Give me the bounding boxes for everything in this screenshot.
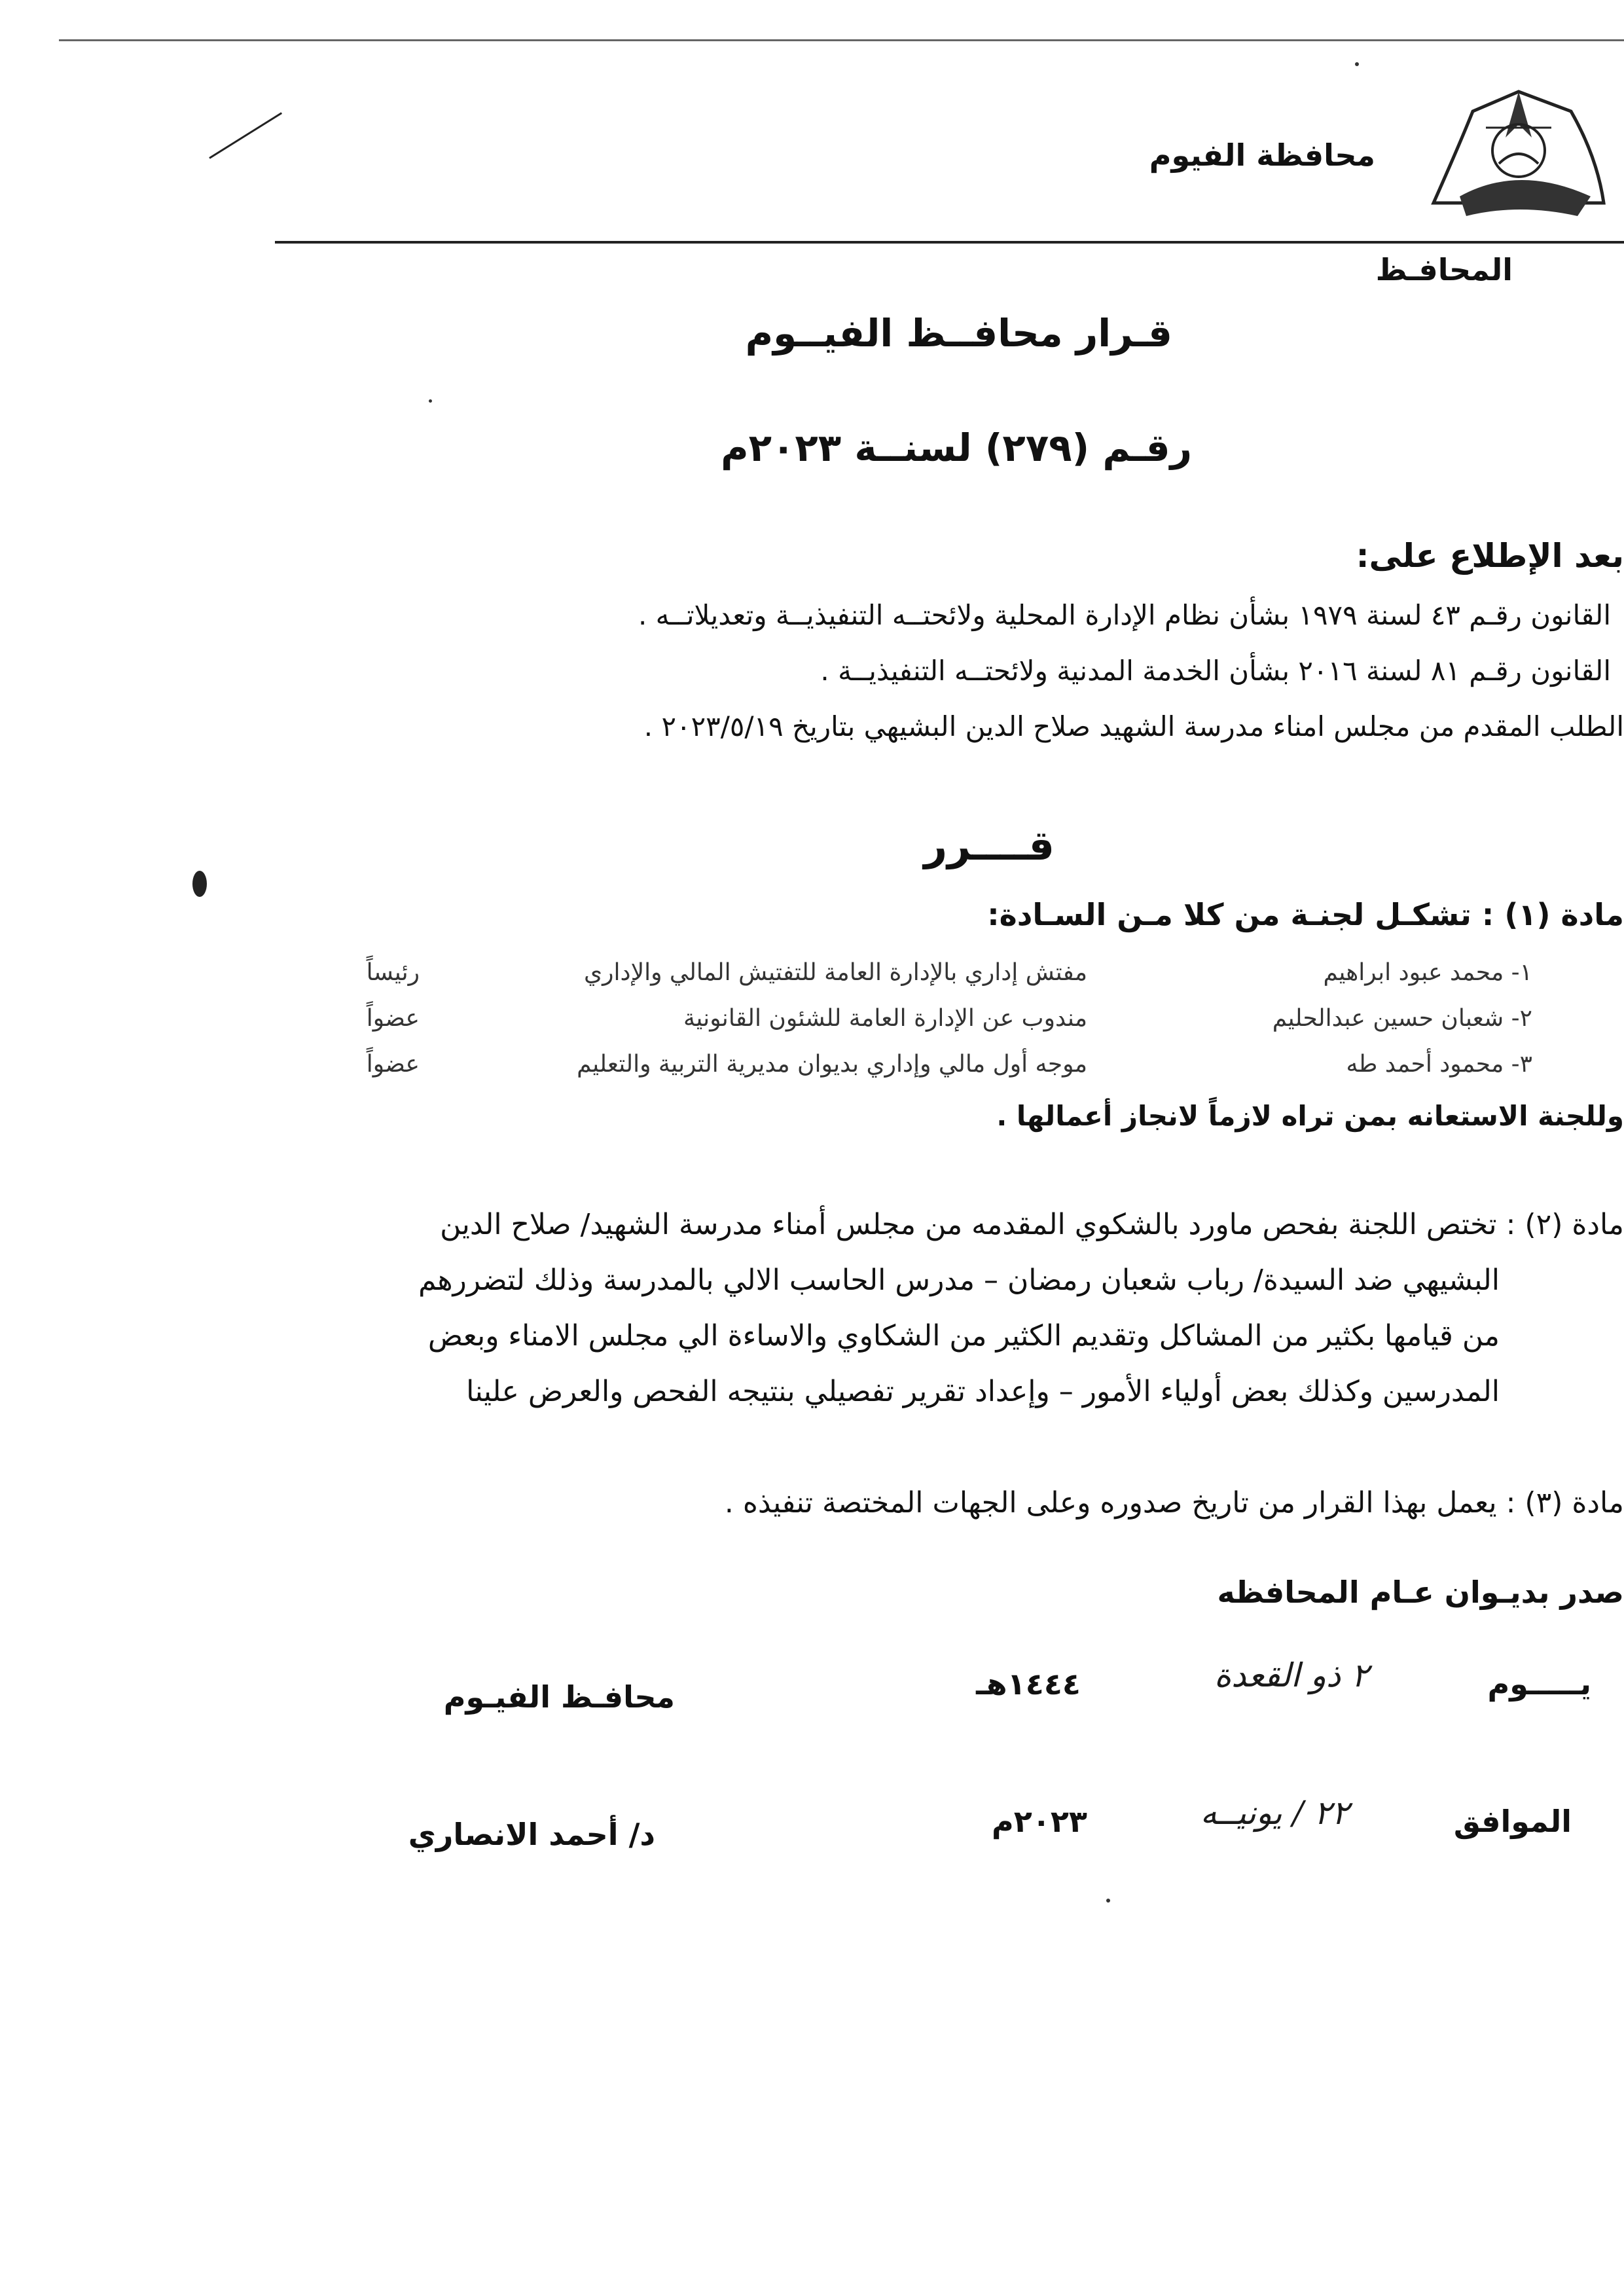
decided-heading: قــــرر xyxy=(924,822,1055,869)
decree-number: رقـم (٢٧٩) لسنــة ٢٠٢٣م xyxy=(721,426,1192,470)
member-role: موجه أول مالي وإداري بديوان مديرية التربية والتعليم xyxy=(577,1051,1087,1078)
signature-title: محافـظ الفيـوم xyxy=(443,1679,675,1715)
scan-stroke-mark xyxy=(209,112,282,158)
member-role: مفتش إداري بالإدارة العامة للتفتيش المالي والإداري xyxy=(583,959,1087,986)
scan-speck xyxy=(1106,1899,1110,1903)
hijri-handwritten-date: ٢ ذو القعدة xyxy=(1214,1656,1369,1694)
hijri-year: ١٤٤٤هـ xyxy=(976,1666,1081,1702)
preamble-item: القانون رقـم ٨١ لسنة ٢٠١٦ بشأن الخدمة المدنية ولائحتــه التنفيذيــة . xyxy=(820,655,1611,687)
article-2-line: البشيهي ضد السيدة/ رباب شعبان رمضان – مدرس الحاسب الالي بالمدرسة وذلك لتضررهم xyxy=(418,1264,1500,1297)
scan-top-border xyxy=(59,39,1624,41)
decree-title: قـرار محافــظ الفيــوم xyxy=(745,311,1172,355)
logo-emblem-icon xyxy=(1420,65,1617,229)
committee-note: وللجنة الاستعانه بمن تراه لازماً لانجاز أعمالها . xyxy=(996,1100,1624,1132)
governorate-name: محافظة الفيوم xyxy=(1149,137,1375,173)
preamble-item: القانون رقـم ٤٣ لسنة ١٩٧٩ بشأن نظام الإدارة المحلية ولائحتــه التنفيذيــة وتعديلاتــه . xyxy=(638,599,1611,631)
greg-handwritten-date: ٢٢ / يونيــه xyxy=(1200,1794,1349,1832)
member-name: ١- محمد عبود ابراهيم xyxy=(1323,959,1532,986)
governorate-logo xyxy=(1420,65,1617,229)
preamble-item: الطلب المقدم من مجلس امناء مدرسة الشهيد صلاح الدين البشيهي بتاريخ ٢٠٢٣/٥/١٩ . xyxy=(643,710,1624,742)
article-2-line: مادة (٢) : تختص اللجنة بفحص ماورد بالشكوي المقدمه من مجلس أمناء مدرسة الشهيد/ صلاح الدين xyxy=(440,1208,1624,1241)
signature-name: د/ أحمد الانصاري xyxy=(408,1817,655,1852)
scan-dot-mark xyxy=(192,871,207,897)
issued-at: صدر بديـوان عـام المحافظه xyxy=(1217,1575,1624,1610)
article-2-line: من قيامها بكثير من المشاكل وتقديم الكثير من الشكاوي والاساءة الي مجلس الامناء وبعض xyxy=(427,1319,1500,1353)
member-name: ٢- شعبان حسين عبدالحليم xyxy=(1272,1005,1532,1032)
member-position: عضواً xyxy=(366,1005,420,1032)
preamble-heading: بعد الإطلاع على: xyxy=(1356,537,1624,575)
office-title: المحافـظ xyxy=(1375,252,1513,287)
article-2-line: المدرسين وكذلك بعض أولياء الأمور – وإعداد تقرير تفصيلي بنتيجه الفحص والعرض علينا xyxy=(466,1375,1500,1408)
member-role: مندوب عن الإدارة العامة للشئون القانونية xyxy=(683,1005,1087,1032)
header-rule xyxy=(275,241,1624,244)
member-name: ٣- محمود أحمد طه xyxy=(1346,1051,1532,1078)
article-3-text: مادة (٣) : يعمل بهذا القرار من تاريخ صدوره وعلى الجهات المختصة تنفيذه . xyxy=(724,1486,1624,1520)
article-1-heading: مادة (١) : تشكـل لجنـة من كلا مـن السـادة: xyxy=(987,897,1624,932)
scan-speck xyxy=(1355,62,1359,66)
member-position: عضواً xyxy=(366,1051,420,1078)
greg-year: ٢٠٢٣م xyxy=(991,1804,1087,1839)
member-position: رئيساً xyxy=(366,959,420,986)
scan-speck xyxy=(429,399,432,403)
day-label: يـــــوم xyxy=(1487,1666,1591,1702)
greg-label: الموافق xyxy=(1453,1804,1572,1839)
